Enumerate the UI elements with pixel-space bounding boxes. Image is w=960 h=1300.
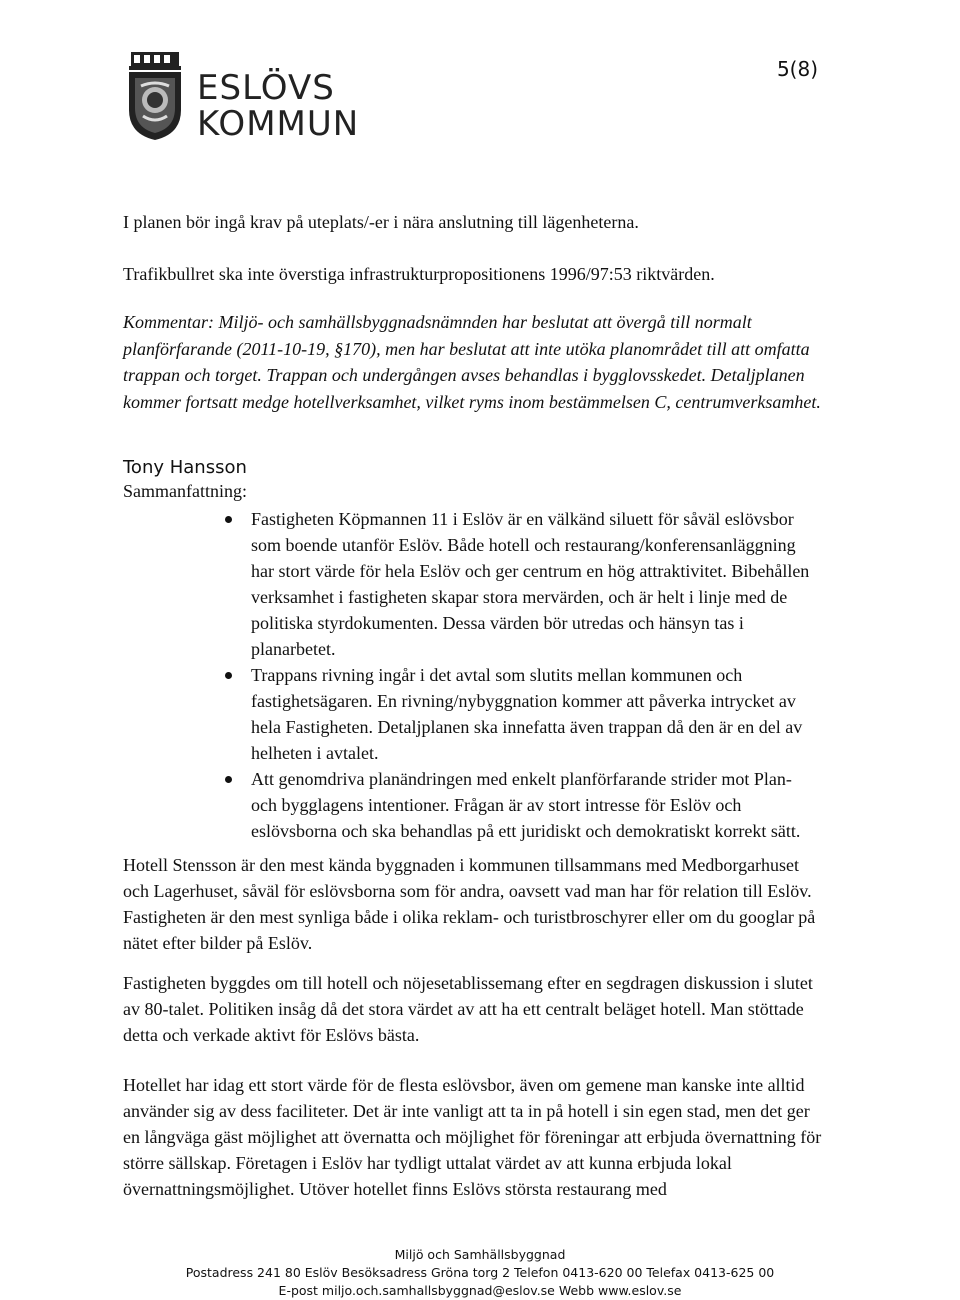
summary-bullet-2: Trappans rivning ingår i det avtal som slutits mellan kommunen och fastighetsägaren. En rivning/nybyggnation kommer att påverka intrycket av hela Fastigheten. Detaljplanen ska innefatta även trappan då den är en del av helheten i avtalet. bbox=[225, 662, 815, 766]
summary-bullet-3: Att genomdriva planändringen med enkelt planförfarande strider mot Plan- och bygglagens intentioner. Frågan är av stort intresse för Eslöv och eslövsborna och ska behandlas på ett juridiskt och demokratiskt korrekt sätt. bbox=[225, 766, 815, 844]
paragraph-hotellet-idag: Hotellet har idag ett stort värde för de flesta eslövsbor, även om gemene man kanske inte alltid använder sig av dess faciliteter. Det är inte vanligt att ta in på hotell i sin egen stad, men det ger en långväga gäst möjlighet att övernatta och möjlighet för föreningar att erbjuda övernattning för större sällskap. Företagen i Eslöv har tydligt uttalat värdet av att kunna erbjuda lokal övernattningsmöjlighet. Utöver hotellet finns Eslövs största restaurang med bbox=[123, 1075, 822, 1199]
paragraph-hotell-stensson: Hotell Stensson är den mest kända byggnaden i kommunen tillsammans med Medborgarhuset och Lagerhuset, såväl för eslövsborna som för andra, oavsett vad man har för relation till Eslöv. Fastigheten är den mest synliga både i olika reklam- och turistbroschyrer eller om du googlar på nätet efter bilder på Eslöv. bbox=[123, 855, 816, 953]
summary-bullet-list bbox=[225, 506, 815, 844]
summary-bullet-1: Fastigheten Köpmannen 11 i Eslöv är en välkänd siluett för såväl eslövsbor som boende utanför Eslöv. Både hotell och restaurang/konferensanläggning har stort värde för hela Eslöv och ger centrum en hög attraktivitet. Bibehållen verksamhet i fastigheten skapar stora mervärden, och är helt i linje med de politiska styrdokumenten. Dessa värden bör utredas och hänsyn tas i planarbetet. bbox=[225, 506, 815, 662]
summary-label: Sammanfattning: bbox=[123, 481, 247, 501]
footer-addresses: Postadress 241 80 Eslöv Besöksadress Gröna torg 2 Telefon 0413-620 00 Telefax 0413-625 00 bbox=[185, 1265, 775, 1280]
paragraph-uteplats: I planen bör ingå krav på uteplats/-er i nära anslutning till lägenheterna. bbox=[123, 212, 639, 232]
footer bbox=[0, 1246, 960, 1300]
paragraph-trafikbuller: Trafikbullret ska inte överstiga infrastrukturpropositionens 1996/97:53 riktvärden. bbox=[123, 264, 715, 284]
org-name-line1: ESLÖVS bbox=[197, 68, 335, 108]
page-number: 5(8) bbox=[776, 57, 818, 81]
footer-contact: E-post miljo.och.samhallsbyggnad@eslov.se Webb www.eslov.se bbox=[278, 1283, 682, 1298]
organization-name bbox=[197, 70, 359, 142]
comment-paragraph: Kommentar: Miljö- och samhällsbyggnadsnämnden har beslutat att övergå till normalt planförfarande (2011-10-19, §170), men har beslutat att inte utöka planområdet till att omfatta trappan och torget. Trappan och undergången avses behandlas i bygglovsskedet. Detaljplanen kommer fortsatt medge hotellverksamhet, vilket ryms inom bestämmelsen C, centrumverksamhet. bbox=[123, 312, 821, 412]
paragraph-fastigheten-byggdes: Fastigheten byggdes om till hotell och nöjesetablissemang efter en segdragen diskussion i slutet av 80-talet. Politiken insåg då det stora värdet av att ha ett centralt beläget hotell. Man stöttade detta och verkade aktivt för Eslövs bästa. bbox=[123, 973, 813, 1045]
footer-department: Miljö och Samhällsbyggnad bbox=[394, 1247, 566, 1262]
org-name-line2: KOMMUN bbox=[197, 104, 360, 144]
eslov-coat-of-arms-logo bbox=[125, 50, 185, 142]
section-heading-name: Tony Hansson bbox=[123, 457, 247, 478]
